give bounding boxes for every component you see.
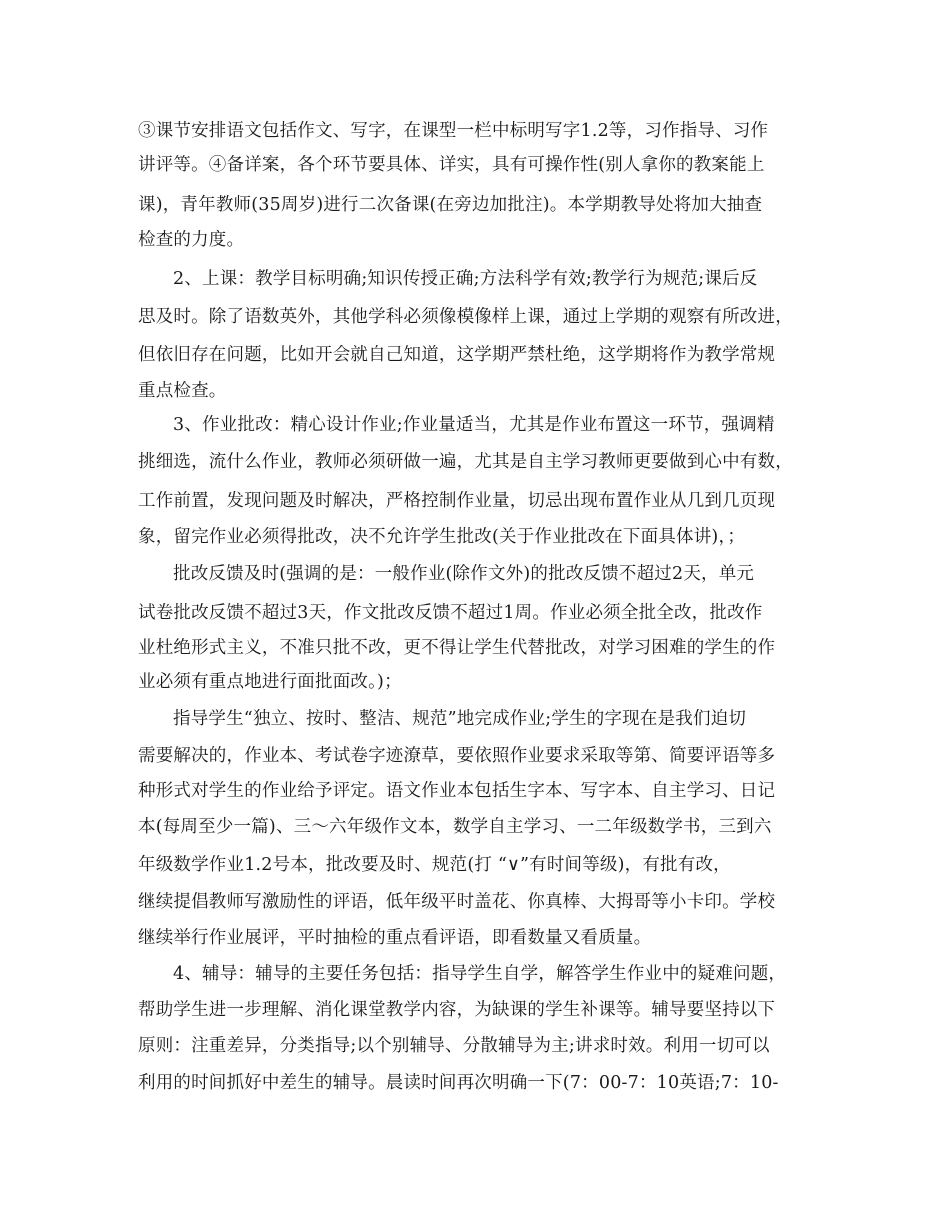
text-line: 检查的力度。 [138, 230, 245, 250]
text-line: 2、上课：教学目标明确;知识传授正确;方法科学有效;教学行为规范;课后反 [173, 269, 758, 289]
text-line: 帮助学生进一步理解、消化课堂教学内容，为缺课的学生补课等。辅导要坚持以下 [138, 1000, 776, 1020]
text-line: 3、作业批改：精心设计作业;作业量适当，尤其是作业布置这一环节，强调精 [173, 415, 775, 435]
text-line: 批改反馈及时(强调的是：一般作业(除作文外)的批改反馈不超过2天，单元 [173, 564, 755, 584]
text-line: 重点检查。 [138, 381, 227, 401]
text-line: 利用的时间抓好中差生的辅导。晨读时间再次明确一下(7：00-7：10英语;7：10- [138, 1073, 779, 1093]
text-line: 挑细选，流什么作业，教师必须研做一遍，尤其是自主学习教师更要做到心中有数， [138, 452, 793, 472]
text-line: 业杜绝形式主义，不准只批不改，更不得让学生代替批改，对学习困难的学生的作 [138, 638, 776, 658]
text-line: 试卷批改反馈不超过3天，作文批改反馈不超过1周。作业必须全批全改，批改作 [138, 603, 763, 623]
text-line: 4、辅导：辅导的主要任务包括：指导学生自学，解答学生作业中的疑难问题， [173, 964, 787, 984]
text-line: 讲评等。④备详案，各个环节要具体、详实，具有可操作性(别人拿你的教案能上 [138, 155, 765, 175]
text-line: 继续提倡教师写激励性的评语，低年级平时盖花、你真棒、大拇哥等小卡印。学校 [138, 892, 776, 912]
text-line: 但依旧存在问题，比如开会就自己知道，这学期严禁杜绝，这学期将作为教学常规 [138, 345, 776, 365]
text-line: 思及时。除了语数英外，其他学科必须像模像样上课，通过上学期的观察有所改进， [138, 307, 793, 327]
text-line: 需要解决的，作业本、考试卷字迹潦草，要依照作业要求采取等第、简要评语等多 [138, 746, 776, 766]
text-line: 工作前置，发现问题及时解决，严格控制作业量，切忌出现布置作业从几到几页现 [138, 491, 776, 511]
text-line: 继续举行作业展评，平时抽检的重点看评语，即看数量又看质量。 [138, 928, 652, 948]
text-line: 指导学生“独立、按时、整洁、规范”地完成作业;学生的字现在是我们迫切 [173, 709, 747, 729]
text-line: 业必须有重点地进行面批面改。)； [138, 672, 402, 692]
text-line: 课)，青年教师(35周岁)进行二次备课(在旁边加批注)。本学期教导处将加大抽查 [138, 195, 763, 215]
text-line: ③课节安排语文包括作文、写字，在课型一栏中标明写字1.2等，习作指导、习作 [138, 121, 769, 141]
text-line: 年级数学作业1.2号本，批改要及时、规范(打 “∨”有时间等级)，有批有改， [138, 855, 731, 875]
text-line: 原则：注重差异，分类指导;以个别辅导、分散辅导为主;讲求时效。利用一切可以 [138, 1036, 770, 1056]
text-line: 种形式对学生的作业给予评定。语文作业本包括生字本、写字本、自主学习、日记 [138, 781, 776, 801]
text-line: 象，留完作业必须得批改，决不允许学生批改(关于作业批改在下面具体讲)，； [138, 527, 746, 547]
text-line: 本(每周至少一篇)、三～六年级作文本，数学自主学习、一二年级数学书，三到六 [138, 817, 772, 837]
